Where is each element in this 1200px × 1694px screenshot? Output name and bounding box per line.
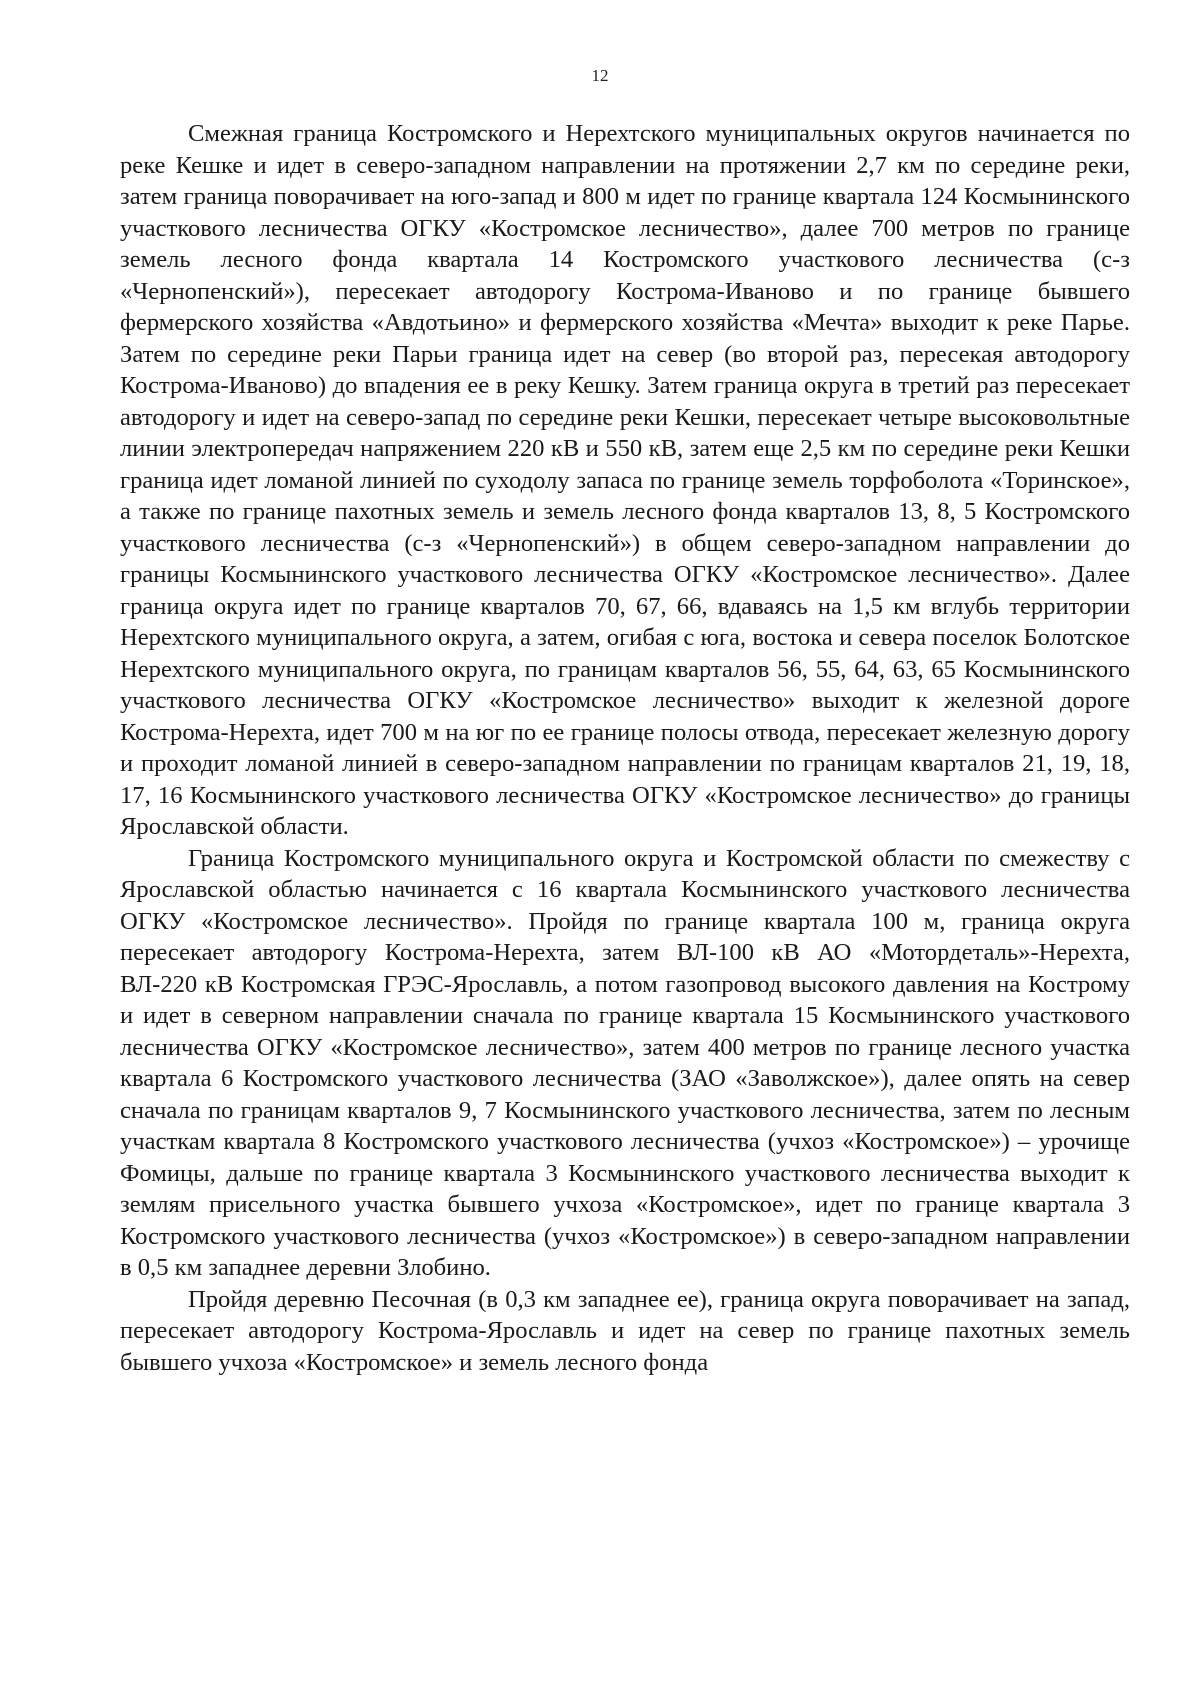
paragraph-kostroma-nerekhta-border: Смежная граница Костромского и Нерехтского муниципальных округов начинается по реке Кешке и идет в северо-западном направлении на протяжении 2,7 км по середине реки, затем граница поворачивает на юго-запад и 800 м идет по границе квартала 124 Космынинского участкового лесничества ОГКУ «Костромское лесничество», далее 700 метров по границе земель лесного фонда квартала 14 Костромского участкового лесничества (с-з «Чернопенский»), пересекает автодорогу Кострома-Иваново и по границе бывшего фермерского хозяйства «Авдотьино» и фермерского хозяйства «Мечта» выходит к реке Парье. Затем по середине реки Парьи граница идет на север (во второй раз, пересекая автодорогу Кострома-Иваново) до впадения ее в реку Кешку. Затем граница округа в третий раз пересекает автодорогу и идет на северо-запад по середине реки Кешки, пересекает четыре высоковольтные линии электропередач напряжением 220 кВ и 550 кВ, затем еще 2,5 км по середине реки Кешки граница идет ломаной линией по суходолу запаса по границе земель торфоболота «Торинское», а также по границе пахотных земель и земель лесного фонда кварталов 13, 8, 5 Костромского участкового лесничества (с-з «Чернопенский») в общем северо-западном направлении до границы Космынинского участкового лесничества ОГКУ «Костромское лесничество». Далее граница округа идет по границе кварталов 70, 67, 66, вдаваясь на 1,5 км вглубь территории Нерехтского муниципального округа, а затем, огибая с юга, востока и севера поселок Болотское Нерехтского муниципального округа, по границам кварталов 56, 55, 64, 63, 65 Космынинского участкового лесничества ОГКУ «Костромское лесничество» выходит к железной дороге Кострома-Нерехта, идет 700 м на юг по ее границе полосы отвода, пересекает железную дорогу и проходит ломаной линией в северо-западном направлении по границам кварталов 21, 19, 18, 17, 16 Космынинского участкового лесничества ОГКУ «Костромское лесничество» до границы Ярославской области.: [120, 120, 1130, 840]
page-number: 12: [591, 66, 609, 85]
document-body: [120, 118, 1130, 1378]
paragraph-pesochnaya-border: Пройдя деревню Песочная (в 0,3 км западнее ее), граница округа поворачивает на запад, пересекает автодорогу Кострома-Ярославль и идет на север по границе пахотных земель бывшего учхоза «Костромское» и земель лесного фонда: [120, 1285, 1130, 1376]
paragraph-yaroslavl-border: Граница Костромского муниципального округа и Костромской области по смежеству с Ярославской областью начинается с 16 квартала Космынинского участкового лесничества ОГКУ «Костромское лесничество». Пройдя по границе квартала 100 м, граница округа пересекает автодорогу Кострома-Нерехта, затем ВЛ-100 кВ АО «Мотордеталь»-Нерехта, ВЛ-220 кВ Костромская ГРЭС-Ярославль, а потом газопровод высокого давления на Кострому и идет в северном направлении сначала по границе квартала 15 Космынинского участкового лесничества ОГКУ «Костромское лесничество», затем 400 метров по границе лесного участка квартала 6 Костромского участкового лесничества (ЗАО «Заволжское»), далее опять на север сначала по границам кварталов 9, 7 Космынинского участкового лесничества, затем по лесным участкам квартала 8 Костромского участкового лесничества (учхоз «Костромское») – урочище Фомицы, дальше по границе квартала 3 Космынинского участкового лесничества выходит к землям присельного участка бывшего учхоза «Костромское», идет по границе квартала 3 Костромского участкового лесничества (учхоз «Костромское») в северо-западном направлении в 0,5 км западнее деревни Злобино.: [120, 844, 1130, 1281]
